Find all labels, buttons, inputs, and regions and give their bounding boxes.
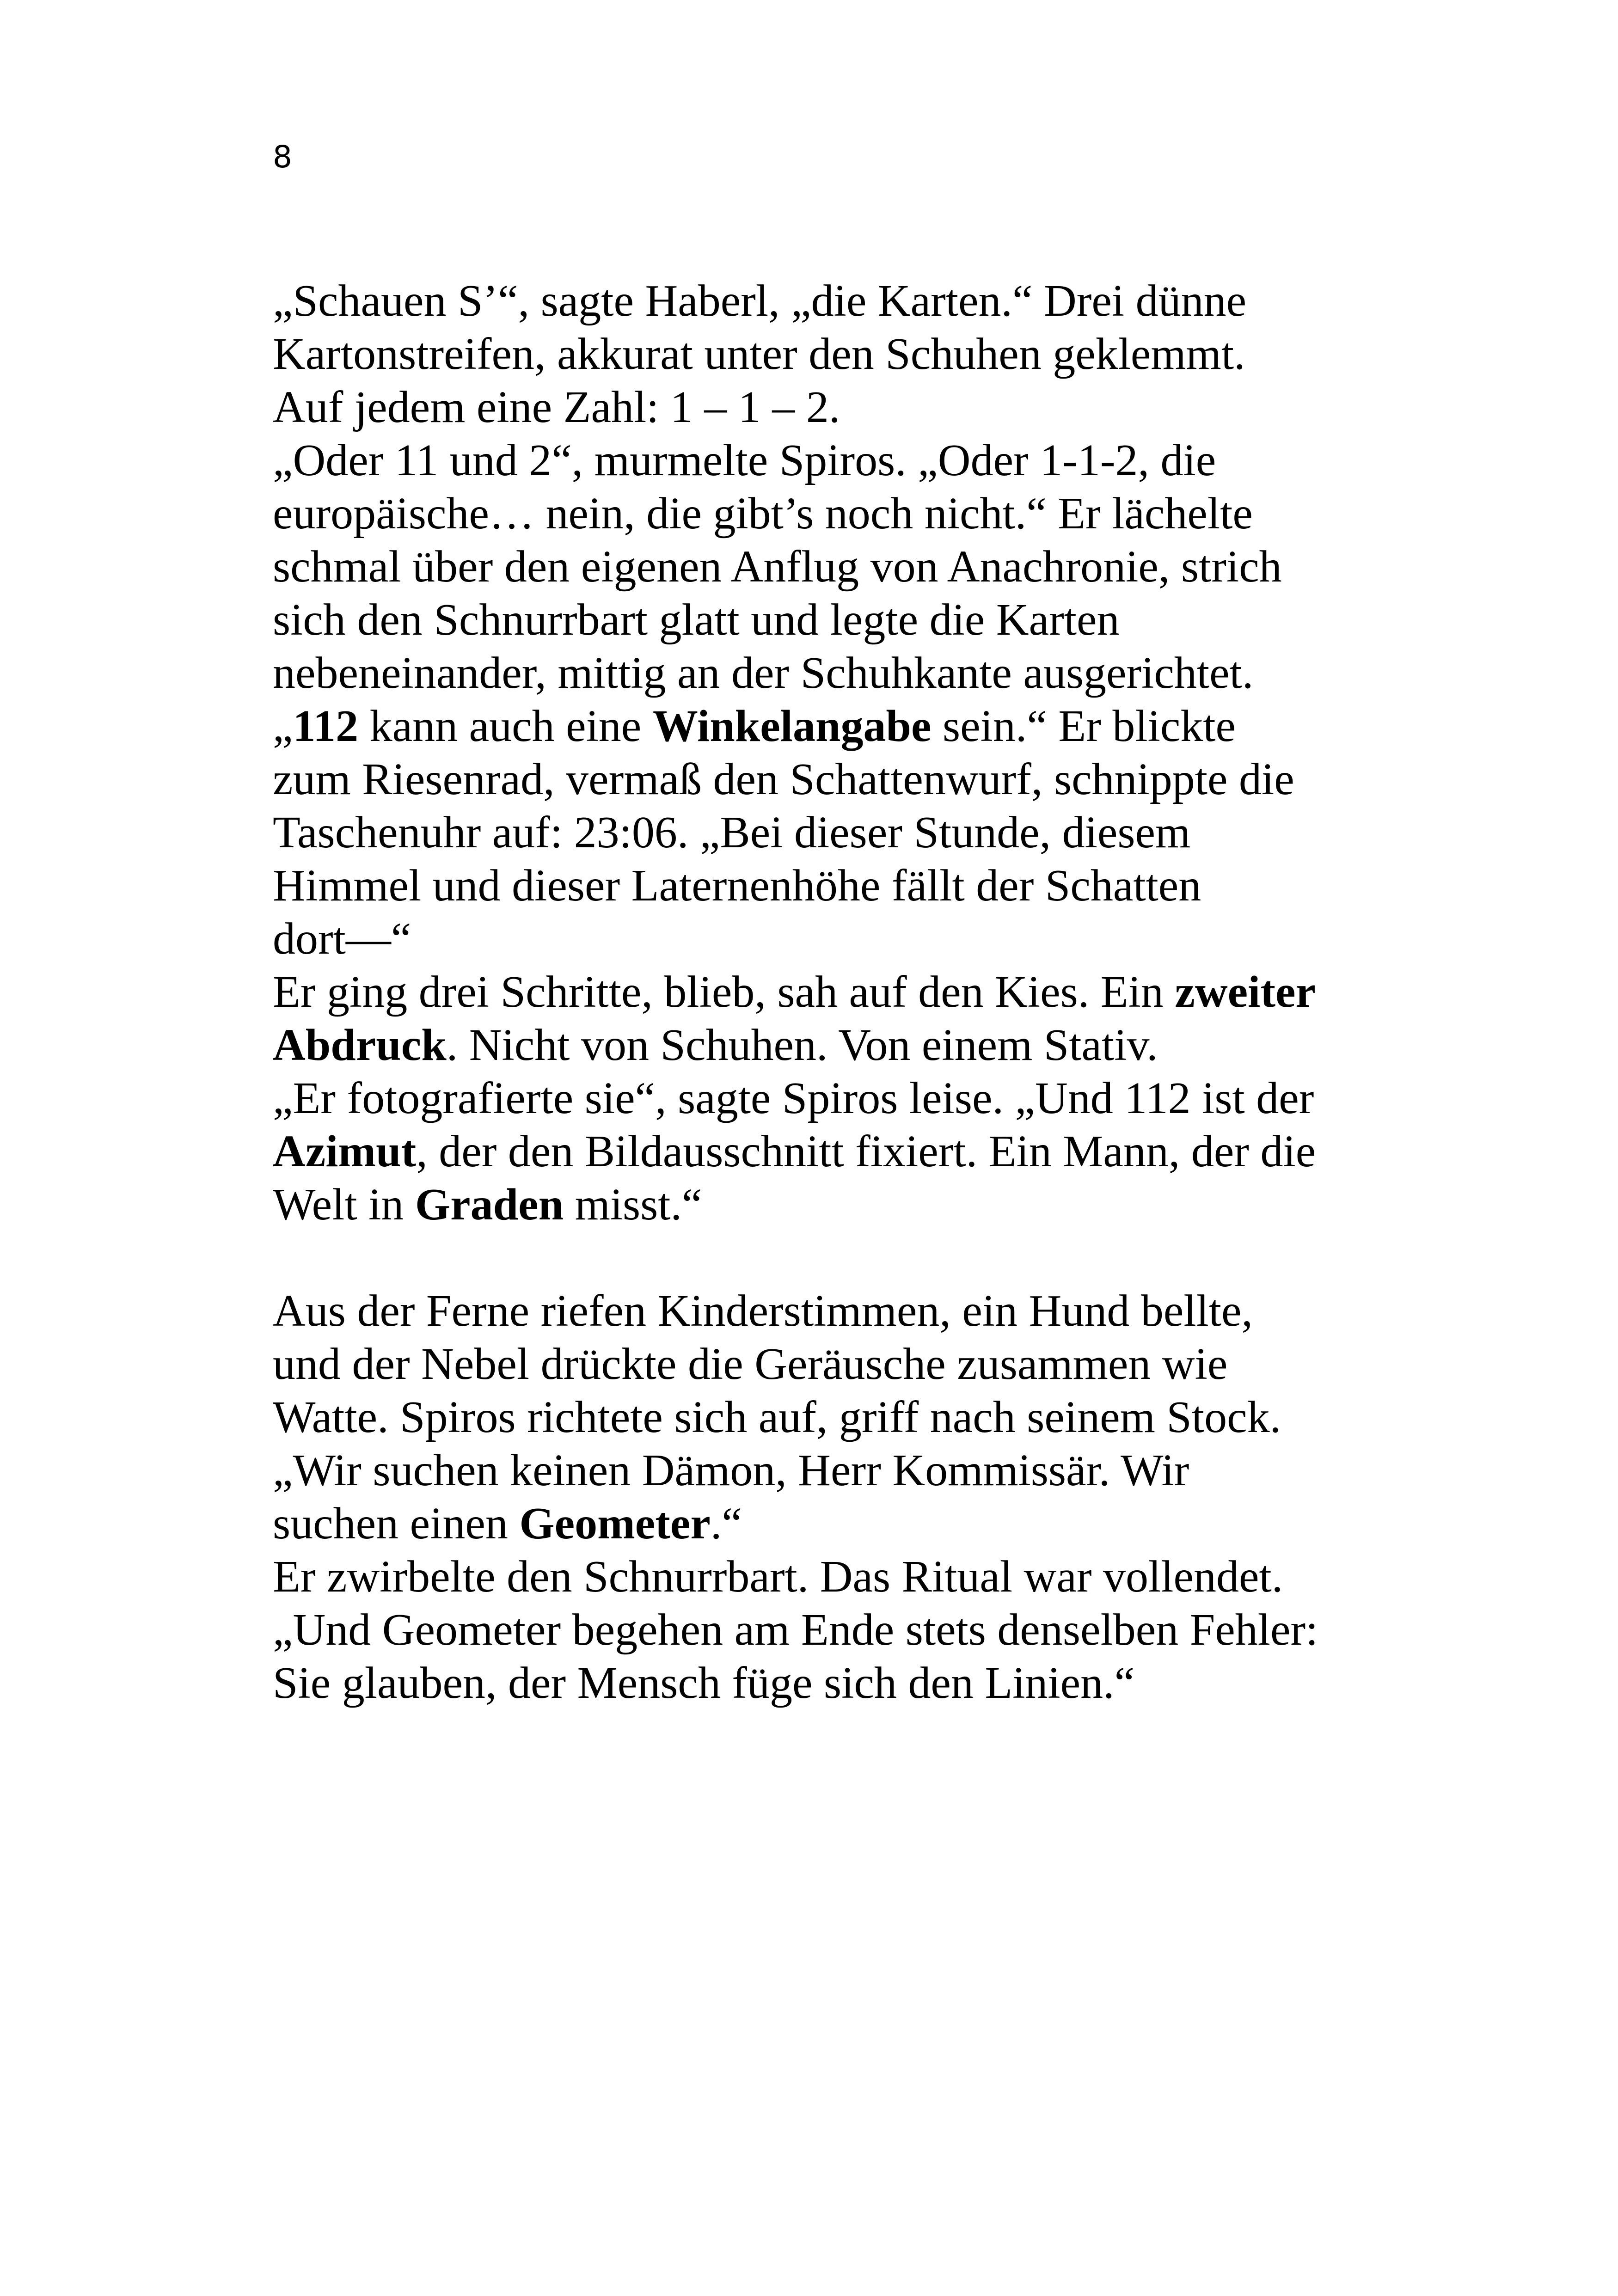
text-line bbox=[273, 1391, 1382, 1444]
text-line bbox=[273, 1657, 1382, 1710]
text-line bbox=[273, 700, 1382, 753]
text-segment: europäische… nein, die gibt’s noch nicht.“ Er lächelte bbox=[273, 489, 1253, 539]
text-line bbox=[273, 594, 1382, 647]
paragraph bbox=[273, 1285, 1382, 1710]
text-segment: schmal über den eigenen Anflug von Anachronie, strich bbox=[273, 542, 1282, 592]
bold-text: Azimut bbox=[273, 1127, 417, 1176]
bold-text: Winkelangabe bbox=[652, 701, 932, 751]
text-line bbox=[273, 381, 1382, 434]
text-segment: Sie glauben, der Mensch füge sich den Linien.“ bbox=[273, 1658, 1135, 1708]
text-segment: und der Nebel drückte die Geräusche zusammen wie bbox=[273, 1339, 1228, 1389]
text-segment: , der den Bildausschnitt fixiert. Ein Mann, der die bbox=[416, 1127, 1316, 1176]
text-segment: zum Riesenrad, vermaß den Schattenwurf, schnippte die bbox=[273, 754, 1294, 804]
text-segment: „Und Geometer begehen am Ende stets denselben Fehler: bbox=[273, 1605, 1318, 1655]
text-segment: Taschenuhr auf: 23:06. „Bei dieser Stunde, diesem bbox=[273, 808, 1191, 857]
text-line bbox=[273, 859, 1382, 912]
text-line bbox=[273, 1338, 1382, 1391]
text-line bbox=[273, 1125, 1382, 1178]
text-segment: nebeneinander, mittig an der Schuhkante ausgerichtet. bbox=[273, 648, 1254, 698]
text-line bbox=[273, 434, 1382, 487]
text-segment: Kartonstreifen, akkurat unter den Schuhen geklemmt. bbox=[273, 329, 1245, 379]
text-line bbox=[273, 912, 1382, 966]
text-line bbox=[273, 1178, 1382, 1231]
text-segment: Watte. Spiros richtete sich auf, griff nach seinem Stock. bbox=[273, 1392, 1281, 1442]
text-segment: sein.“ Er blickte bbox=[931, 701, 1236, 751]
text-segment: .“ bbox=[710, 1499, 742, 1549]
text-line bbox=[273, 806, 1382, 859]
text-line bbox=[273, 1497, 1382, 1550]
text-line bbox=[273, 753, 1382, 806]
text-segment: Er ging drei Schritte, blieb, sah auf den Kies. Ein bbox=[273, 967, 1175, 1017]
text-segment: suchen einen bbox=[273, 1499, 520, 1549]
text-segment: „ bbox=[273, 701, 293, 751]
bold-text: 112 bbox=[293, 701, 359, 751]
text-segment: Himmel und dieser Laternenhöhe fällt der Schatten bbox=[273, 861, 1201, 911]
text-segment: Aus der Ferne riefen Kinderstimmen, ein Hund bellte, bbox=[273, 1286, 1253, 1336]
text-line bbox=[273, 328, 1382, 381]
text-segment: „Schauen S’“, sagte Haberl, „die Karten.“ Drei dünne bbox=[273, 276, 1247, 326]
story-text bbox=[273, 275, 1382, 1710]
text-line bbox=[273, 1444, 1382, 1497]
text-line bbox=[273, 1072, 1382, 1125]
text-line bbox=[273, 540, 1382, 594]
text-segment: Auf jedem eine Zahl: 1 – 1 – 2. bbox=[273, 382, 840, 432]
text-segment: „Er fotografierte sie“, sagte Spiros leise. „Und 112 ist der bbox=[273, 1073, 1314, 1123]
text-line bbox=[273, 1604, 1382, 1657]
bold-text: Geometer bbox=[519, 1499, 711, 1549]
text-segment: Er zwirbelte den Schnurrbart. Das Ritual war vollendet. bbox=[273, 1552, 1283, 1602]
text-segment: . Nicht von Schuhen. Von einem Stativ. bbox=[446, 1020, 1158, 1070]
bold-text: Graden bbox=[415, 1180, 564, 1230]
text-segment: dort—“ bbox=[273, 914, 411, 964]
page-number: 8 bbox=[273, 139, 292, 175]
text-segment: misst.“ bbox=[564, 1180, 702, 1230]
text-segment: „Oder 11 und 2“, murmelte Spiros. „Oder 1-1-2, die bbox=[273, 435, 1216, 485]
text-line bbox=[273, 966, 1382, 1019]
text-segment: sich den Schnurrbart glatt und legte die Karten bbox=[273, 595, 1120, 645]
text-segment: „Wir suchen keinen Dämon, Herr Kommissär. Wir bbox=[273, 1445, 1189, 1495]
text-line bbox=[273, 1550, 1382, 1604]
text-line bbox=[273, 1019, 1382, 1072]
paragraph bbox=[273, 275, 1382, 1231]
bold-text: zweiter bbox=[1175, 967, 1316, 1017]
text-segment: Welt in bbox=[273, 1180, 415, 1230]
text-line bbox=[273, 1285, 1382, 1338]
text-line bbox=[273, 487, 1382, 540]
bold-text: Abdruck bbox=[273, 1020, 447, 1070]
text-line bbox=[273, 647, 1382, 700]
paragraph-gap bbox=[273, 1231, 1382, 1285]
text-segment: kann auch eine bbox=[358, 701, 653, 751]
text-line bbox=[273, 275, 1382, 328]
